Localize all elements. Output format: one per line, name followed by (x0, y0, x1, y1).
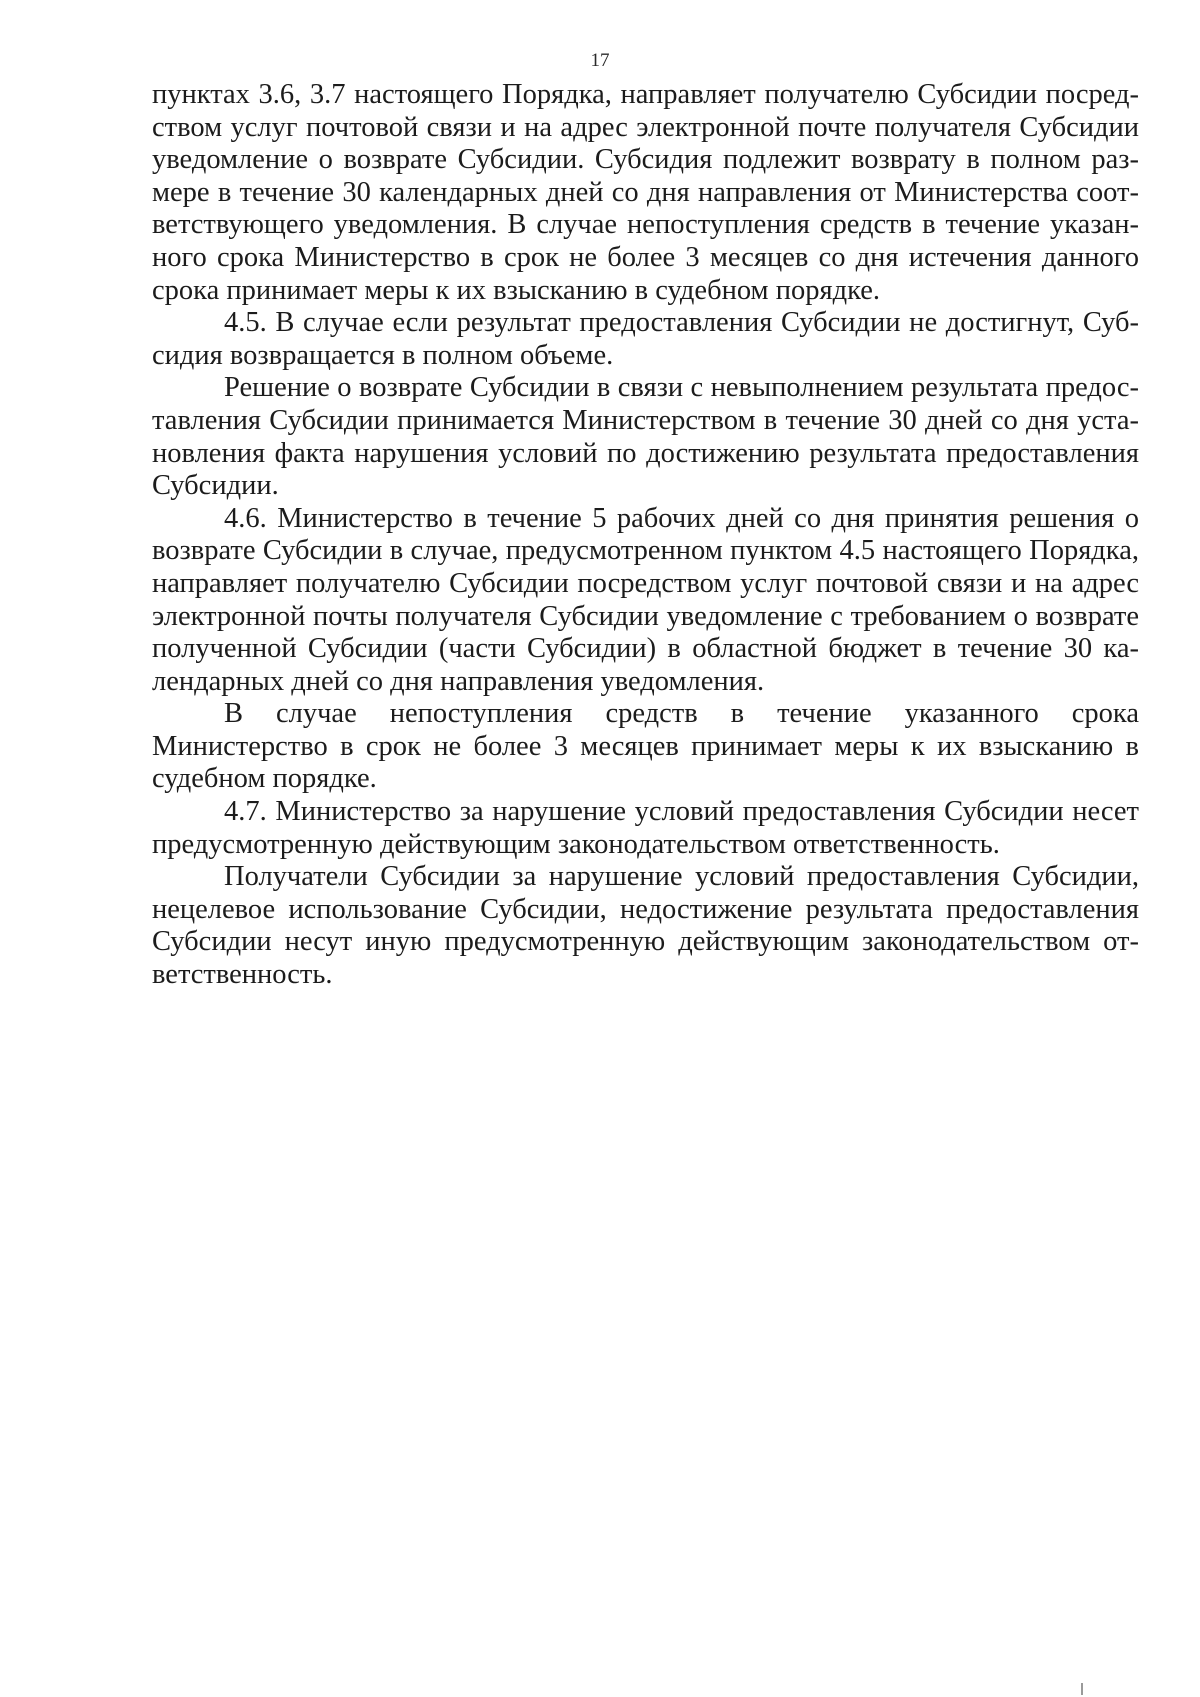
paragraph-non-receipt: В случае непоступления средств в течение указанного срока Министерство в срок не более 3 месяцев принимает меры к их взысканию в судебном порядке. (152, 698, 1139, 795)
paragraph-recipients-liability: Получатели Субсидии за нарушение условий предоставления Субсидии, нецелевое использование Субсидии, недостижение результата предоставления Субсидии несут иную предусмотренную действующим законодательством ответственность. (152, 861, 1139, 991)
page-number: 17 (590, 50, 610, 71)
paragraph-4-6: 4.6. Министерство в течение 5 рабочих дней со дня принятия решения о возврате Субсидии в случае, предусмотренном пунктом 4.5 настоящего Порядка, направляет получателю Субсидии посредством услуг почтовой связи и на адрес электронной почты получателя Субсидии уведомление с требованием о возврате полученной Субсидии (части Субсидии) в областной бюджет в течение 30 календарных дней со дня направления уведомления. (152, 502, 1139, 697)
paragraph-4-5: 4.5. В случае если результат предоставления Субсидии не достигнут, Субсидия возвращается в полном объеме. (152, 307, 1139, 371)
paragraph-4-7: 4.7. Министерство за нарушение условий предоставления Субсидии несет предусмотренную действующим законодательством ответственность. (152, 796, 1139, 860)
document-body (152, 79, 1139, 992)
paragraph-continuation: пунктах 3.6, 3.7 настоящего Порядка, направляет получателю Субсидии посредством услуг почтовой связи и на адрес электронной почте получателя Субсидии уведомление о возврате Субсидии. Субсидия подлежит возврату в полном размере в течение 30 календарных дней со дня направления от Министерства соответствующего уведомления. В случае непоступления средств в течение указанного срока Министерство в срок не более 3 месяцев со дня истечения данного срока принимает меры к их взысканию в судебном порядке. (152, 79, 1139, 306)
paragraph-return-decision: Решение о возврате Субсидии в связи с невыполнением результата предоставления Субсидии принимается Министерством в течение 30 дней со дня установления факта нарушения условий по достижению результата предоставления Субсидии. (152, 372, 1139, 502)
scan-artifact-mark (1081, 1683, 1083, 1695)
